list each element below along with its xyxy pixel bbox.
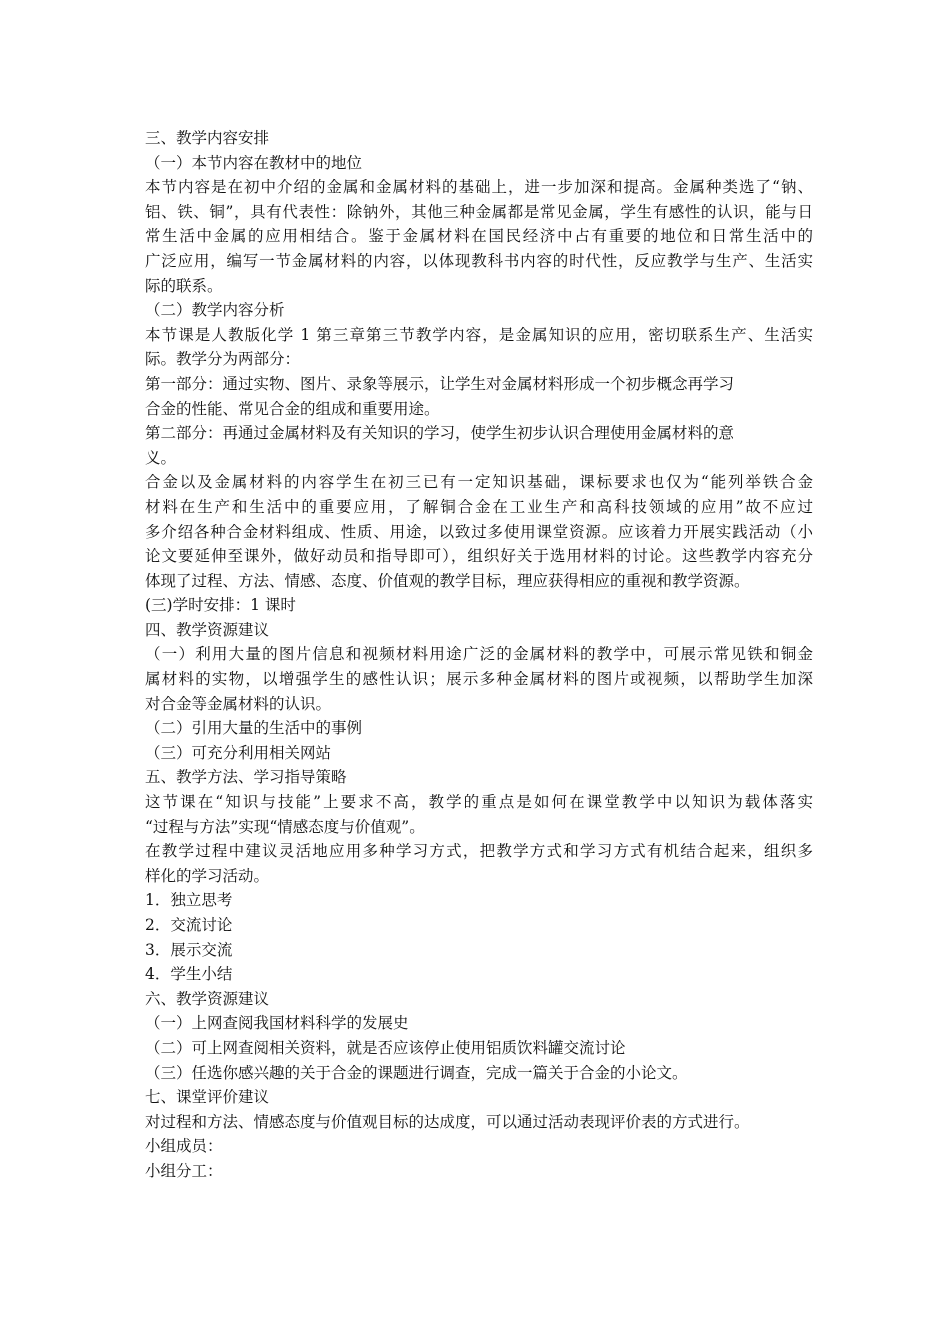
paragraph-line: 第一部分：通过实物、图片、录象等展示，让学生对金属材料形成一个初步概念再学习 (145, 374, 735, 393)
paragraph-line: “过程与方法”实现“情感态度与价值观”。 (145, 817, 425, 836)
subheading: （一）上网查阅我国材料科学的发展史 (145, 1014, 409, 1033)
paragraph-line: 广泛应用，编写一节金属材料的内容，以体现教科书内容的时代性，反应教学与生产、生活实 (145, 251, 813, 270)
paragraph-line: 本节课是人教版化学 1 第三章第三节教学内容，是金属知识的应用，密切联系生产、生活实 (145, 325, 813, 344)
paragraph-line: 第二部分：再通过金属材料及有关知识的学习，使学生初步认识合理使用金属材料的意 (145, 424, 735, 443)
list-item: 1．独立思考 (145, 891, 233, 910)
subheading: （二）引用大量的生活中的事例 (145, 719, 363, 738)
paragraph-line: 铝、铁、铜”，具有代表性：除钠外，其他三种金属都是常见金属，学生有感性的认识，能与日 (145, 202, 813, 221)
section-heading-3: 三、教学内容安排 (145, 129, 270, 147)
paragraph-line: 对过程和方法、情感态度与价值观目标的达成度，可以通过活动表现评价表的方式进行。 (145, 1112, 750, 1131)
paragraph-line: 际。教学分为两部分： (145, 350, 301, 369)
paragraph-line: 义。 (145, 448, 177, 467)
paragraph-line: 体现了过程、方法、情感、态度、价值观的教学目标，理应获得相应的重视和教学资源。 (145, 571, 750, 590)
section-heading-6: 六、教学资源建议 (145, 989, 270, 1008)
paragraph-line: 论文要延伸至课外，做好动员和指导即可），组织好关于选用材料的讨论。这些教学内容充分 (145, 547, 813, 566)
paragraph-line: 合金以及金属材料的内容学生在初三已有一定知识基础，课标要求也仅为“能列举铁合金 (145, 473, 813, 492)
section-heading-7: 七、课堂评价建议 (145, 1088, 270, 1107)
section-heading-5: 五、教学方法、学习指导策略 (145, 768, 347, 787)
subheading: （二）教学内容分析 (145, 301, 285, 320)
paragraph-line: 对合金等金属材料的认识。 (145, 694, 332, 713)
subheading: （一）本节内容在教材中的地位 (145, 153, 363, 172)
group-division-label: 小组分工： (145, 1161, 223, 1180)
subheading: （二）可上网查阅相关资料，就是否应该停止使用铝质饮料罐交流讨论 (145, 1038, 626, 1057)
subheading: （三）可充分利用相关网站 (145, 743, 332, 762)
paragraph-line: 际的联系。 (145, 276, 223, 295)
schedule-line: (三)学时安排：1 课时 (145, 596, 296, 615)
document-body (145, 126, 813, 1184)
group-members-label: 小组成员： (145, 1137, 223, 1156)
paragraph-line: 本节内容是在初中介绍的金属和金属材料的基础上，进一步加深和提高。金属种类选了“钠、 (145, 178, 813, 197)
paragraph-line: （一）利用大量的图片信息和视频材料用途广泛的金属材料的教学中，可展示常见铁和铜金 (145, 645, 813, 664)
paragraph-line: 样化的学习活动。 (145, 866, 270, 885)
paragraph-line: 这节课在“知识与技能”上要求不高，教学的重点是如何在课堂教学中以知识为载体落实 (145, 793, 813, 812)
subheading: （三）任选你感兴趣的关于合金的课题进行调查，完成一篇关于合金的小论文。 (145, 1063, 688, 1082)
paragraph-line: 常生活中金属的应用相结合。鉴于金属材料在国民经济中占有重要的地位和日常生活中的 (145, 227, 813, 246)
paragraph-line: 多介绍各种合金材料组成、性质、用途，以致过多使用课堂资源。应该着力开展实践活动（小 (145, 522, 813, 541)
paragraph-line: 在教学过程中建议灵活地应用多种学习方式，把教学方式和学习方式有机结合起来，组织多 (145, 842, 813, 861)
section-heading-4: 四、教学资源建议 (145, 620, 270, 639)
list-item: 2．交流讨论 (145, 916, 233, 934)
paragraph-line: 合金的性能、常见合金的组成和重要用途。 (145, 399, 440, 418)
list-item: 4．学生小结 (145, 965, 233, 984)
list-item: 3．展示交流 (145, 940, 233, 959)
paragraph-line: 材料在生产和生活中的重要应用，了解铜合金在工业生产和高科技领域的应用”故不应过 (145, 497, 813, 516)
paragraph-line: 属材料的实物，以增强学生的感性认识；展示多种金属材料的图片或视频，以帮助学生加深 (145, 670, 813, 689)
